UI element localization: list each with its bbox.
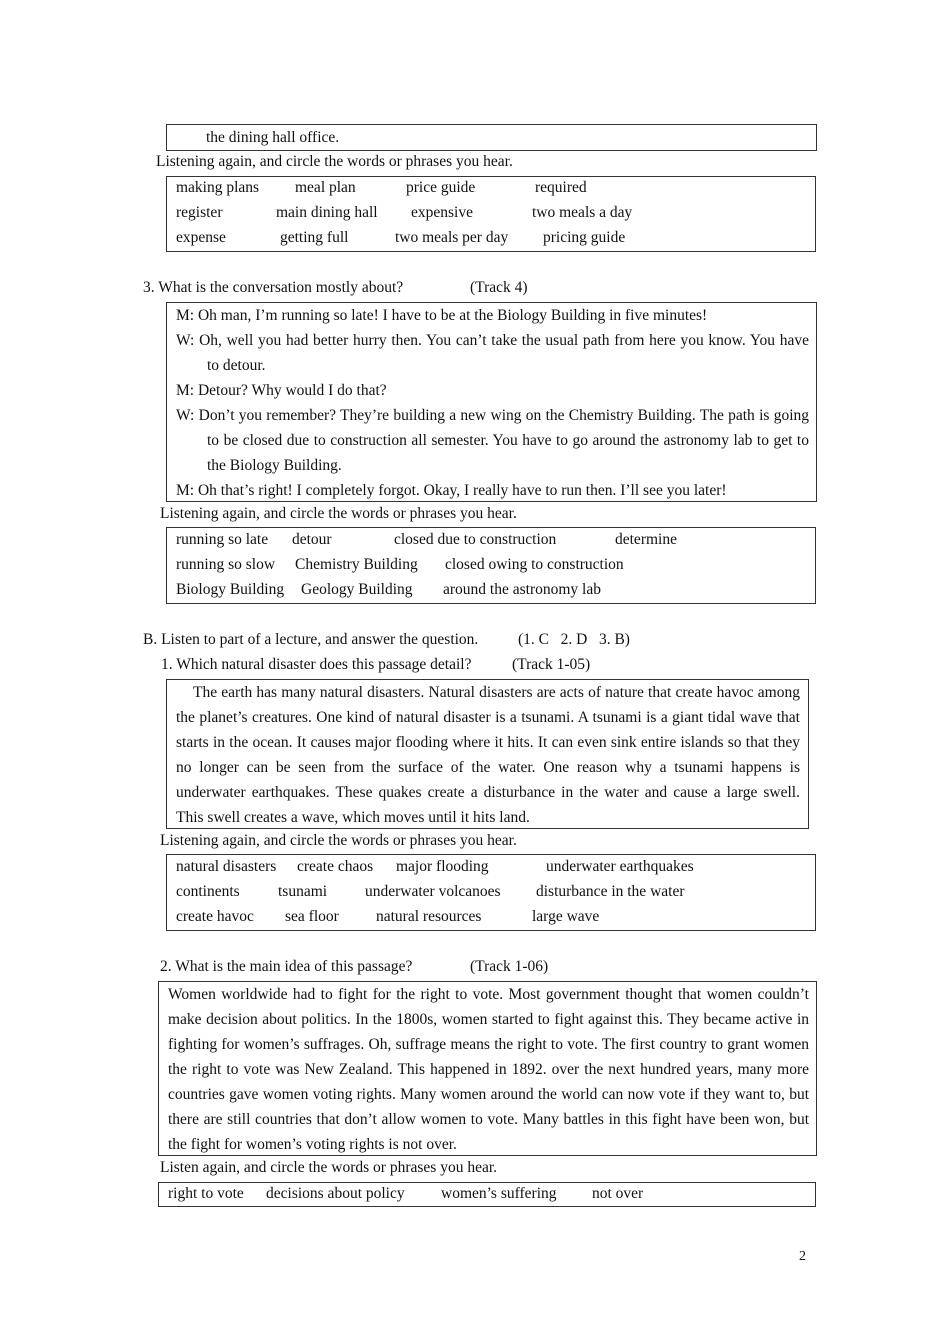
word-item: making plans bbox=[176, 179, 260, 196]
word-item: Biology Building bbox=[176, 581, 285, 598]
q3-track: (Track 4) bbox=[470, 279, 528, 296]
dialogue-line: M: Detour? Why would I do that? bbox=[176, 382, 387, 399]
section-b-heading: B. Listen to part of a lecture, and answer the question. bbox=[143, 631, 479, 648]
word-item: right to vote bbox=[168, 1185, 244, 1202]
word-item: decisions about policy bbox=[266, 1185, 405, 1202]
word-item: running so slow bbox=[176, 556, 276, 573]
word-item: not over bbox=[592, 1185, 644, 1202]
word-item: sea floor bbox=[285, 908, 339, 925]
section2-word-box bbox=[166, 176, 816, 252]
q3-dialogue-box bbox=[166, 302, 817, 502]
dialogue-line: W: Don’t you remember? They’re building a new wing on the Chemistry Building. The path is going to be closed due to construction all semester. You have to go around the astronomy lab to get to the Biology Building. bbox=[176, 407, 809, 474]
b-q1-passage-box bbox=[166, 679, 809, 829]
word-item: large wave bbox=[532, 908, 600, 925]
dialogue-line: W: Oh, well you had better hurry then. You can’t take the usual path from here you know. You have to detour. bbox=[176, 332, 809, 374]
word-item: continents bbox=[176, 883, 240, 900]
word-item: natural disasters bbox=[176, 858, 277, 875]
b-q1-question: 1. Which natural disaster does this passage detail? bbox=[161, 656, 472, 673]
word-item: price guide bbox=[406, 179, 476, 196]
word-item: create chaos bbox=[297, 858, 374, 875]
dialogue bbox=[176, 303, 809, 503]
word-item: pricing guide bbox=[543, 229, 626, 246]
word-item: detour bbox=[292, 531, 332, 548]
q3-instruction: Listening again, and circle the words or phrases you hear. bbox=[160, 505, 517, 522]
word-item: meal plan bbox=[295, 179, 356, 196]
b-q2-instruction: Listen again, and circle the words or phrases you hear. bbox=[160, 1159, 498, 1176]
word-item: getting full bbox=[280, 229, 349, 246]
q3-question: 3. What is the conversation mostly about? bbox=[143, 279, 404, 296]
top-box bbox=[166, 124, 817, 151]
b-q1-track: (Track 1-05) bbox=[512, 656, 591, 673]
word-item: register bbox=[176, 204, 223, 221]
page-number: 2 bbox=[799, 1249, 806, 1264]
b-q2-track: (Track 1-06) bbox=[470, 958, 549, 975]
word-item: Geology Building bbox=[301, 581, 413, 598]
word-item: closed due to construction bbox=[394, 531, 557, 548]
word-item: around the astronomy lab bbox=[443, 581, 601, 598]
word-item: underwater volcanoes bbox=[365, 883, 501, 900]
word-item: expense bbox=[176, 229, 226, 246]
word-item: tsunami bbox=[278, 883, 328, 900]
q3-word-box bbox=[166, 527, 816, 604]
b-q1-instruction: Listening again, and circle the words or phrases you hear. bbox=[160, 832, 517, 849]
top-box-text: the dining hall office. bbox=[206, 129, 340, 146]
dialogue-line: M: Oh man, I’m running so late! I have to be at the Biology Building in five minutes! bbox=[176, 307, 708, 324]
word-item: natural resources bbox=[376, 908, 482, 925]
word-item: expensive bbox=[411, 204, 473, 221]
word-item: two meals per day bbox=[395, 229, 509, 246]
word-item: women’s suffering bbox=[441, 1185, 557, 1202]
b-q1-word-box bbox=[166, 854, 816, 931]
word-item: required bbox=[535, 179, 587, 196]
word-item: determine bbox=[615, 531, 677, 548]
word-item: Chemistry Building bbox=[295, 556, 418, 573]
word-item: running so late bbox=[176, 531, 269, 548]
dialogue-line: M: Oh that’s right! I completely forgot. Okay, I really have to run then. I’ll see you later! bbox=[176, 482, 727, 499]
word-item: underwater earthquakes bbox=[546, 858, 694, 875]
b-q2-word-box bbox=[158, 1182, 816, 1207]
passage-text: Women worldwide had to fight for the right to vote. Most government thought that women couldn’t make decision about politics. In the 1800s, women started to fight against this. They became active in fighting for women’s suffrages. Oh, suffrage means the right to vote. The first country to grant women the right to vote was New Zealand. This happened in 1892. over the next hundred years, many more countries gave women voting rights. Many women around the world can now vote if they want to, but there are still countries that don’t allow women to vote. Many battles in this fight have been won, but the fight for women’s voting rights is not over. bbox=[168, 986, 809, 1153]
passage-text: The earth has many natural disasters. Natural disasters are acts of nature that create havoc among the planet’s creatures. One kind of natural disaster is a tsunami. A tsunami is a giant tidal wave that starts in the ocean. It causes major flooding where it hits. It can even sink entire islands so that they no longer can be seen from the surface of the water. One reason why a tsunami happens is underwater earthquakes. These quakes create a disturbance in the water and cause a large swell. This swell creates a wave, which moves until it hits land. bbox=[176, 684, 800, 826]
word-item: two meals a day bbox=[532, 204, 633, 221]
word-item: disturbance in the water bbox=[536, 883, 685, 900]
word-item: closed owing to construction bbox=[445, 556, 624, 573]
b-q2-question: 2. What is the main idea of this passage? bbox=[160, 958, 413, 975]
b-q2-passage-box bbox=[158, 981, 817, 1156]
section-b-answers: (1. C 2. D 3. B) bbox=[518, 631, 630, 648]
word-item: create havoc bbox=[176, 908, 254, 925]
section2-instruction: Listening again, and circle the words or phrases you hear. bbox=[156, 153, 513, 170]
word-item: major flooding bbox=[396, 858, 489, 875]
word-item: main dining hall bbox=[276, 204, 378, 221]
